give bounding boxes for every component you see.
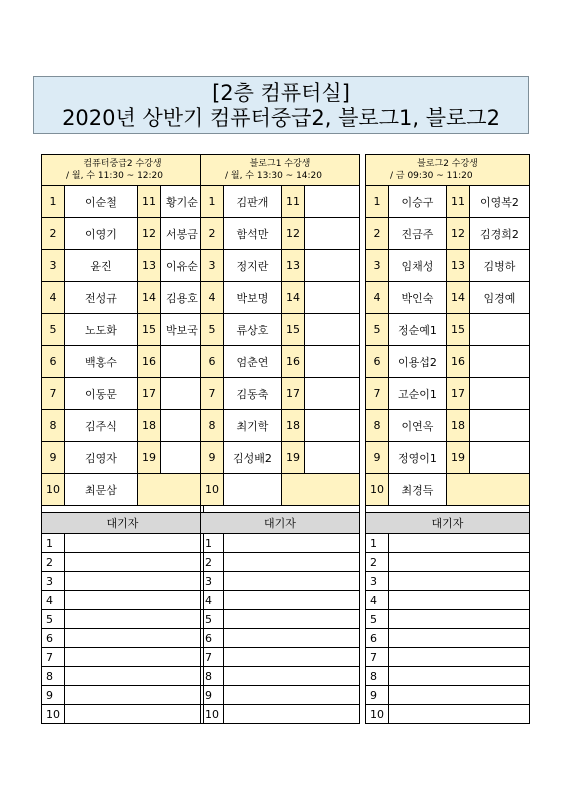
student-name <box>470 442 530 474</box>
student-name: 김영자 <box>65 442 138 474</box>
waitlist-number: 3 <box>366 572 389 591</box>
waitlist-row <box>201 553 360 572</box>
waitlist-row <box>201 705 360 724</box>
seat-number: 11 <box>447 186 470 218</box>
seat-number: 4 <box>42 282 65 314</box>
student-name <box>305 186 360 218</box>
waitlist-row <box>366 591 530 610</box>
waitlist-number: 2 <box>201 553 224 572</box>
seat-number: 3 <box>42 250 65 282</box>
waitlist-number: 5 <box>42 610 65 629</box>
student-name: 김병하 <box>470 250 530 282</box>
student-name <box>305 442 360 474</box>
seat-number: 12 <box>138 218 161 250</box>
class-schedule: / 월, 수 13:30 ~ 14:20 <box>225 171 322 181</box>
waitlist-row <box>42 534 204 553</box>
student-name: 이동문 <box>65 378 138 410</box>
student-name: 김주식 <box>65 410 138 442</box>
waitlist-name <box>224 705 360 724</box>
table-row <box>201 218 360 250</box>
seat-number: 18 <box>447 410 470 442</box>
table-row <box>366 410 530 442</box>
seat-number: 6 <box>366 346 389 378</box>
seat-number: 8 <box>366 410 389 442</box>
seat-number: 18 <box>138 410 161 442</box>
waitlist-row <box>201 591 360 610</box>
class-name: 블로그2 수강생 <box>417 159 478 169</box>
waitlist-number: 4 <box>201 591 224 610</box>
waitlist-number: 3 <box>42 572 65 591</box>
waitlist-name <box>65 534 204 553</box>
seat-number: 5 <box>201 314 224 346</box>
seat-number: 5 <box>42 314 65 346</box>
waitlist-name <box>224 667 360 686</box>
waitlist-row <box>42 610 204 629</box>
waitlist-header: 대기자 <box>42 513 204 534</box>
waitlist-number: 6 <box>42 629 65 648</box>
student-name: 최기학 <box>224 410 282 442</box>
student-name <box>305 314 360 346</box>
waitlist-row <box>201 572 360 591</box>
seat-number: 1 <box>42 186 65 218</box>
student-name: 고순이1 <box>389 378 447 410</box>
table-row <box>201 474 360 506</box>
spacer <box>366 506 530 513</box>
seat-number: 3 <box>201 250 224 282</box>
student-name <box>224 474 282 506</box>
waitlist-row <box>201 610 360 629</box>
student-name: 박보명 <box>224 282 282 314</box>
seat-number: 10 <box>366 474 389 506</box>
waitlist-name <box>65 629 204 648</box>
table-row <box>201 282 360 314</box>
student-name <box>305 346 360 378</box>
seat-number: 19 <box>447 442 470 474</box>
class-schedule: / 금 09:30 ~ 11:20 <box>390 171 473 181</box>
waitlist-name <box>224 553 360 572</box>
waitlist-name <box>389 648 530 667</box>
waitlist-number: 10 <box>366 705 389 724</box>
waitlist-row <box>42 591 204 610</box>
waitlist-name <box>389 705 530 724</box>
waitlist-number: 2 <box>366 553 389 572</box>
student-name: 이영기 <box>65 218 138 250</box>
waitlist-number: 3 <box>201 572 224 591</box>
seat-number: 2 <box>366 218 389 250</box>
waitlist-name <box>65 572 204 591</box>
class-column-1 <box>41 154 204 724</box>
seat-number: 18 <box>282 410 305 442</box>
student-name: 정순예1 <box>389 314 447 346</box>
table-row <box>42 250 204 282</box>
student-name <box>470 346 530 378</box>
student-name <box>161 442 204 474</box>
table-row <box>201 346 360 378</box>
waitlist-row <box>42 686 204 705</box>
seat-number: 17 <box>282 378 305 410</box>
waitlist-number: 4 <box>366 591 389 610</box>
student-name: 서봉금 <box>161 218 204 250</box>
empty-cell <box>282 474 360 506</box>
waitlist-row <box>42 667 204 686</box>
class-column-2 <box>200 154 360 724</box>
waitlist-name <box>65 686 204 705</box>
waitlist-name <box>389 667 530 686</box>
seat-number: 11 <box>138 186 161 218</box>
student-name: 정지란 <box>224 250 282 282</box>
waitlist-row <box>366 610 530 629</box>
waitlist-row <box>366 648 530 667</box>
seat-number: 12 <box>282 218 305 250</box>
class-header <box>201 155 360 186</box>
waitlist-name <box>224 534 360 553</box>
student-name <box>305 250 360 282</box>
seat-number: 13 <box>138 250 161 282</box>
waitlist-row <box>42 553 204 572</box>
waitlist-name <box>224 572 360 591</box>
class-schedule: / 월, 수 11:30 ~ 12:20 <box>66 171 163 181</box>
waitlist-number: 9 <box>366 686 389 705</box>
waitlist-number: 6 <box>201 629 224 648</box>
waitlist-name <box>389 572 530 591</box>
seat-number: 17 <box>447 378 470 410</box>
student-name: 노도화 <box>65 314 138 346</box>
seat-number: 7 <box>366 378 389 410</box>
seat-number: 8 <box>201 410 224 442</box>
table-row <box>42 218 204 250</box>
class-name: 블로그1 수강생 <box>249 159 311 169</box>
waitlist-number: 8 <box>366 667 389 686</box>
waitlist-name <box>224 629 360 648</box>
waitlist-name <box>389 553 530 572</box>
student-name: 전성규 <box>65 282 138 314</box>
student-name <box>161 346 204 378</box>
seat-number: 9 <box>42 442 65 474</box>
seat-number: 14 <box>447 282 470 314</box>
student-name: 이순철 <box>65 186 138 218</box>
seat-number: 13 <box>447 250 470 282</box>
waitlist-number: 7 <box>201 648 224 667</box>
waitlist-name <box>224 610 360 629</box>
waitlist-number: 4 <box>42 591 65 610</box>
spacer <box>42 506 204 513</box>
seat-number: 19 <box>282 442 305 474</box>
waitlist-number: 5 <box>366 610 389 629</box>
empty-cell <box>138 474 204 506</box>
seat-number: 6 <box>42 346 65 378</box>
page-title-box <box>33 76 529 134</box>
student-name <box>305 378 360 410</box>
waitlist-name <box>389 534 530 553</box>
waitlist-row <box>201 629 360 648</box>
seat-number: 15 <box>282 314 305 346</box>
student-name <box>305 218 360 250</box>
student-name <box>470 314 530 346</box>
table-row <box>42 474 204 506</box>
student-name: 정영이1 <box>389 442 447 474</box>
waitlist-number: 1 <box>42 534 65 553</box>
student-name <box>161 410 204 442</box>
waitlist-row <box>201 667 360 686</box>
seat-number: 11 <box>282 186 305 218</box>
table-row <box>366 218 530 250</box>
table-row <box>42 314 204 346</box>
student-name: 임채성 <box>389 250 447 282</box>
seat-number: 8 <box>42 410 65 442</box>
student-name: 김동축 <box>224 378 282 410</box>
student-name: 함석만 <box>224 218 282 250</box>
waitlist-name <box>224 686 360 705</box>
seat-number: 9 <box>366 442 389 474</box>
waitlist-row <box>201 648 360 667</box>
waitlist-row <box>42 705 204 724</box>
table-row <box>201 314 360 346</box>
student-name: 류상호 <box>224 314 282 346</box>
class-name: 컴퓨터중급2 수강생 <box>83 159 162 169</box>
waitlist-number: 8 <box>42 667 65 686</box>
student-name: 김성배2 <box>224 442 282 474</box>
table-row <box>366 378 530 410</box>
waitlist-number: 1 <box>366 534 389 553</box>
table-row <box>366 474 530 506</box>
waitlist-number: 10 <box>201 705 224 724</box>
student-name: 황기순 <box>161 186 204 218</box>
student-name <box>161 378 204 410</box>
seat-number: 14 <box>138 282 161 314</box>
seat-number: 4 <box>366 282 389 314</box>
seat-number: 10 <box>42 474 65 506</box>
waitlist-row <box>42 648 204 667</box>
seat-number: 5 <box>366 314 389 346</box>
table-row <box>366 282 530 314</box>
seat-number: 7 <box>201 378 224 410</box>
table-row <box>42 186 204 218</box>
seat-number: 16 <box>447 346 470 378</box>
student-name: 임경예 <box>470 282 530 314</box>
student-name: 이연옥 <box>389 410 447 442</box>
class-table <box>200 154 360 724</box>
waitlist-name <box>389 610 530 629</box>
student-name: 박인숙 <box>389 282 447 314</box>
waitlist-header: 대기자 <box>201 513 360 534</box>
student-name <box>470 410 530 442</box>
seat-number: 9 <box>201 442 224 474</box>
waitlist-row <box>366 686 530 705</box>
seat-number: 3 <box>366 250 389 282</box>
student-name: 최문삼 <box>65 474 138 506</box>
table-row <box>42 442 204 474</box>
table-row <box>201 410 360 442</box>
waitlist-number: 1 <box>201 534 224 553</box>
waitlist-number: 7 <box>42 648 65 667</box>
class-header <box>366 155 530 186</box>
waitlist-row <box>366 629 530 648</box>
student-name: 이유순 <box>161 250 204 282</box>
waitlist-name <box>224 591 360 610</box>
waitlist-name <box>65 553 204 572</box>
seat-number: 4 <box>201 282 224 314</box>
student-name: 김용호 <box>161 282 204 314</box>
seat-number: 10 <box>201 474 224 506</box>
seat-number: 19 <box>138 442 161 474</box>
table-row <box>42 346 204 378</box>
waitlist-number: 7 <box>366 648 389 667</box>
waitlist-name <box>224 648 360 667</box>
seat-number: 13 <box>282 250 305 282</box>
waitlist-row <box>366 667 530 686</box>
student-name: 진금주 <box>389 218 447 250</box>
table-row <box>366 186 530 218</box>
seat-number: 16 <box>138 346 161 378</box>
class-table <box>41 154 204 724</box>
waitlist-number: 9 <box>42 686 65 705</box>
waitlist-row <box>42 629 204 648</box>
page-subtitle: 2020년 상반기 컴퓨터중급2, 블로그1, 블로그2 <box>62 106 500 130</box>
empty-cell <box>447 474 530 506</box>
table-row <box>201 378 360 410</box>
student-name: 이승구 <box>389 186 447 218</box>
student-name: 윤진 <box>65 250 138 282</box>
student-name: 이영복2 <box>470 186 530 218</box>
student-name: 박보국 <box>161 314 204 346</box>
waitlist-number: 8 <box>201 667 224 686</box>
table-row <box>366 250 530 282</box>
table-row <box>42 410 204 442</box>
spacer <box>201 506 360 513</box>
seat-number: 2 <box>201 218 224 250</box>
student-name <box>470 378 530 410</box>
waitlist-name <box>65 648 204 667</box>
table-row <box>366 346 530 378</box>
student-name <box>305 410 360 442</box>
table-row <box>366 314 530 346</box>
waitlist-row <box>201 534 360 553</box>
class-column-3 <box>365 154 530 724</box>
student-name: 이용섭2 <box>389 346 447 378</box>
seat-number: 16 <box>282 346 305 378</box>
waitlist-row <box>42 572 204 591</box>
waitlist-name <box>65 705 204 724</box>
waitlist-number: 2 <box>42 553 65 572</box>
student-name: 최경득 <box>389 474 447 506</box>
seat-number: 15 <box>447 314 470 346</box>
waitlist-name <box>389 591 530 610</box>
waitlist-name <box>65 667 204 686</box>
class-header <box>42 155 204 186</box>
table-row <box>201 186 360 218</box>
seat-number: 7 <box>42 378 65 410</box>
waitlist-row <box>366 534 530 553</box>
seat-number: 14 <box>282 282 305 314</box>
student-name: 엄춘연 <box>224 346 282 378</box>
student-name <box>305 282 360 314</box>
seat-number: 12 <box>447 218 470 250</box>
waitlist-name <box>65 591 204 610</box>
waitlist-row <box>201 686 360 705</box>
waitlist-number: 9 <box>201 686 224 705</box>
table-row <box>42 282 204 314</box>
waitlist-number: 10 <box>42 705 65 724</box>
waitlist-row <box>366 705 530 724</box>
table-row <box>366 442 530 474</box>
waitlist-row <box>366 572 530 591</box>
student-name: 김판개 <box>224 186 282 218</box>
class-table <box>365 154 530 724</box>
table-row <box>42 378 204 410</box>
seat-number: 17 <box>138 378 161 410</box>
seat-number: 1 <box>366 186 389 218</box>
waitlist-number: 6 <box>366 629 389 648</box>
seat-number: 2 <box>42 218 65 250</box>
waitlist-row <box>366 553 530 572</box>
student-name: 김경희2 <box>470 218 530 250</box>
waitlist-name <box>389 686 530 705</box>
seat-number: 15 <box>138 314 161 346</box>
waitlist-name <box>65 610 204 629</box>
table-row <box>201 250 360 282</box>
seat-number: 6 <box>201 346 224 378</box>
page-title: [2층 컴퓨터실] <box>212 81 350 105</box>
waitlist-header: 대기자 <box>366 513 530 534</box>
student-name: 백홍수 <box>65 346 138 378</box>
waitlist-number: 5 <box>201 610 224 629</box>
seat-number: 1 <box>201 186 224 218</box>
waitlist-name <box>389 629 530 648</box>
table-row <box>201 442 360 474</box>
